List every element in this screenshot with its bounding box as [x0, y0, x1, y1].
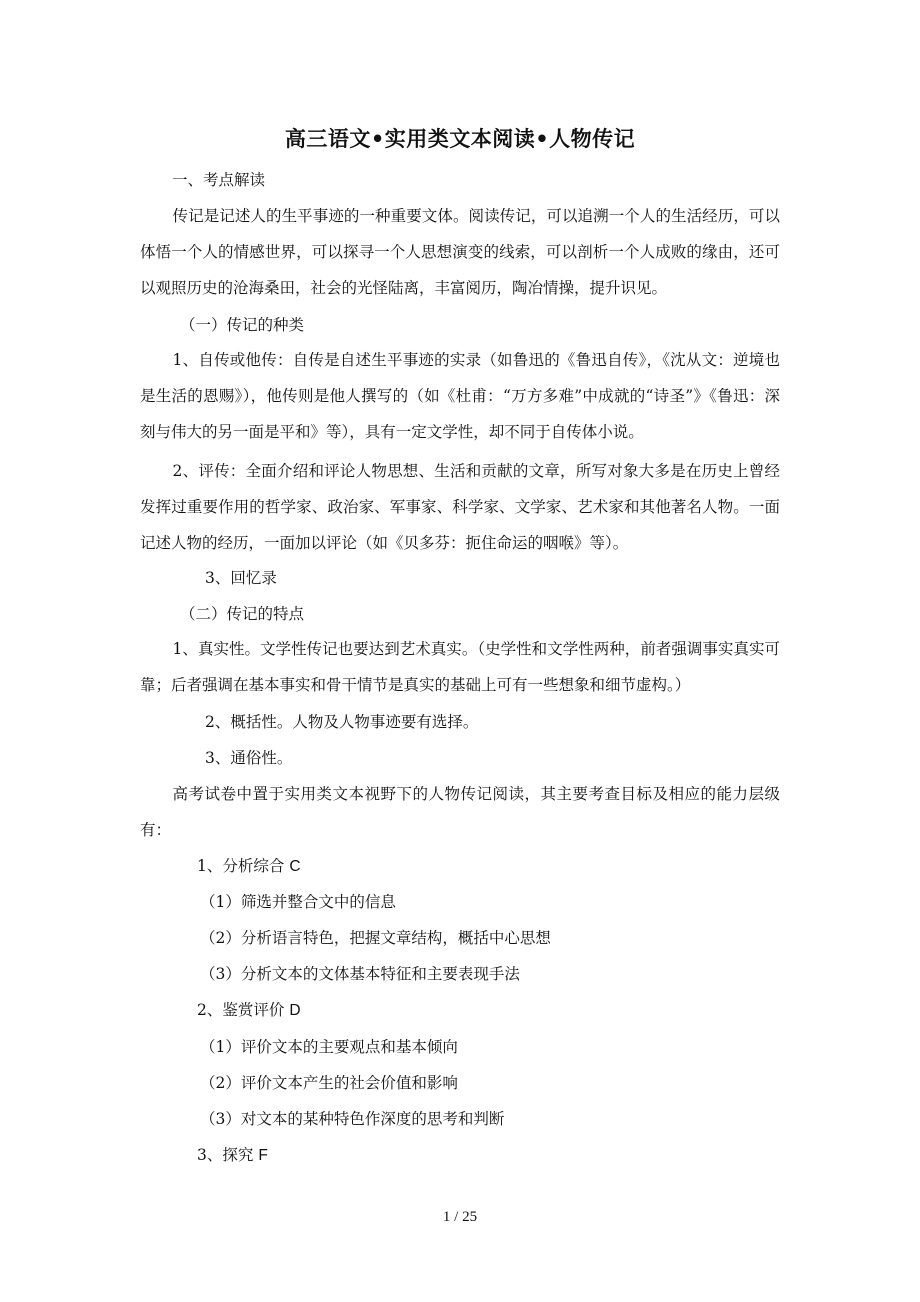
feature-1-paragraph: 1、真实性。文学性传记也要达到艺术真实。（史学性和文学性两种，前者强调事实真实可靠；后者强调在基本事实和骨干情节是真实的基础上可有一些想象和细节虚构。）: [140, 640, 780, 694]
document-title: 高三语文•实用类文本阅读•人物传记: [284, 127, 636, 151]
ability-level-2-item: （1）评价文本的主要观点和基本倾向: [200, 1038, 458, 1056]
intro-paragraph: 传记是记述人的生平事迹的一种重要文体。阅读传记，可以追溯一个人的生活经历，可以体悟一个人的情感世界，可以探寻一个人思想演变的线索，可以剖析一个人成败的缘由，还可以观照历史的沧海桑田，社会的光怪陆离，丰富阅历，陶冶情操，提升识见。: [140, 207, 780, 297]
ability-level-2-heading: [197, 999, 301, 1022]
subsection-heading-features: （二）传记的特点: [180, 605, 305, 623]
ability-level-1-heading: [197, 855, 301, 878]
ability-level-1-label: 1、分析综合: [197, 857, 285, 875]
exam-objectives-paragraph: 高考试卷中置于实用类文本视野下的人物传记阅读，其主要考查目标及相应的能力层级有：: [140, 785, 780, 839]
ability-level-1-item: （2）分析语言特色，把握文章结构，概括中心思想: [200, 929, 551, 947]
ability-level-1-item: （3）分析文本的文体基本特征和主要表现手法: [200, 965, 520, 983]
ability-level-2-item: （3）对文本的某种特色作深度的思考和判断: [200, 1110, 505, 1128]
section-heading-exam-points: 一、考点解读: [172, 171, 266, 189]
type-1-paragraph: 1、自传或他传：自传是自述生平事迹的实录（如鲁迅的《鲁迅自传》，《沈从文：逆境也是生活的恩赐》），他传则是他人撰写的（如《杜甫：“万方多难”中成就的“诗圣”》《鲁迅：深刻与伟大的另一面是平和》等），具有一定文学性，却不同于自传体小说。: [140, 351, 780, 441]
ability-level-1-grade: C: [289, 858, 301, 875]
feature-2-line: 2、概括性。人物及人物事迹要有选择。: [205, 713, 479, 731]
type-3-line: 3、回忆录: [205, 569, 277, 587]
feature-3-line: 3、通俗性。: [205, 749, 293, 767]
type-2-paragraph: 2、评传：全面介绍和评论人物思想、生活和贡献的文章，所写对象大多是在历史上曾经发挥过重要作用的哲学家、政治家、军事家、科学家、文学家、艺术家和其他著名人物。一面记述人物的经历，一面加以评论（如《贝多芬：扼住命运的咽喉》等）。: [140, 462, 780, 552]
ability-level-2-item: （2）评价文本产生的社会价值和影响: [200, 1074, 458, 1092]
subsection-heading-types: （一）传记的种类: [180, 316, 305, 334]
ability-level-2-grade: D: [289, 1002, 301, 1019]
page-number: 1 / 25: [442, 1209, 478, 1225]
ability-level-3-heading: [197, 1144, 268, 1167]
ability-level-3-label: 3、探究: [197, 1146, 254, 1164]
ability-level-2-label: 2、鉴赏评价: [197, 1001, 285, 1019]
ability-level-3-grade: F: [258, 1147, 268, 1164]
ability-level-1-item: （1）筛选并整合文中的信息: [200, 893, 396, 911]
